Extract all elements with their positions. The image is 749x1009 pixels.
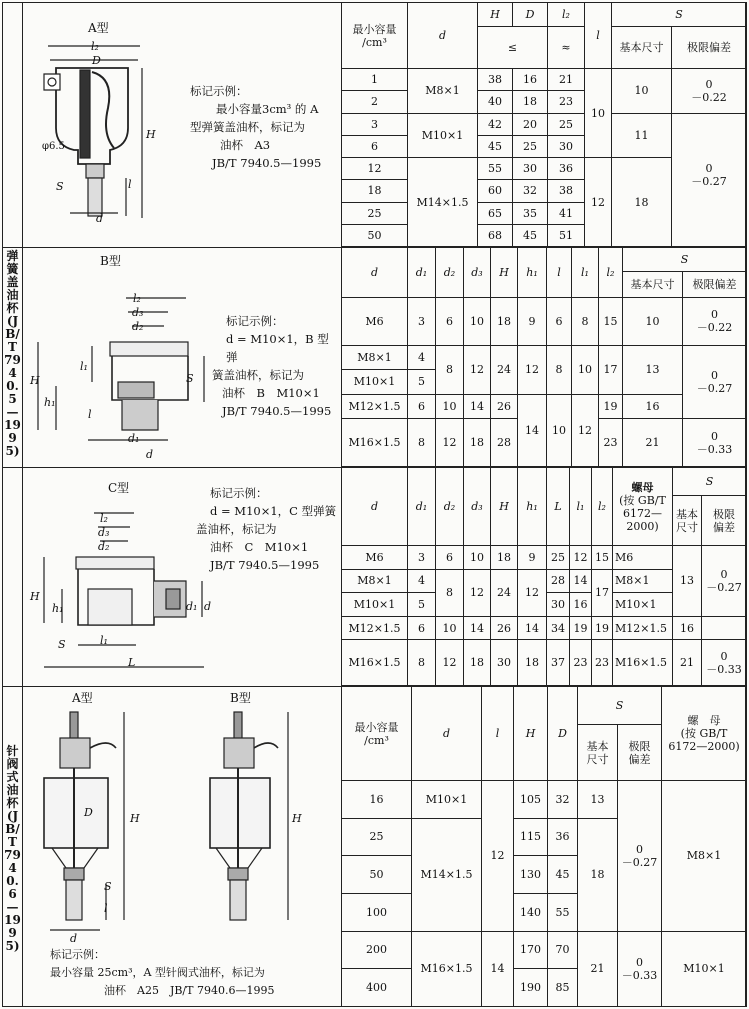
cell: 18 [491,298,518,346]
cell: 170 [514,931,548,969]
cell: 38 [548,180,585,202]
type-b-d-header: d [342,248,408,298]
cell: 60 [478,180,513,202]
cell: 0 －0.27 [683,345,747,419]
cell: 10 [464,546,491,570]
cell: 21 [548,69,585,91]
cell: 3 [408,298,436,346]
cell: 24 [491,345,518,394]
needle-cup-side-label: 针阀式油杯(JB/T 7940.6—1995) [4,744,21,953]
type-b-l-header: l [547,248,572,298]
type-a-spec-table [341,2,747,247]
cell: 32 [548,781,578,819]
cell: M8×1 [662,781,747,932]
needle-note-line: 最小容量 25cm³，A 型针阀式油杯，标记为 [50,966,265,979]
cell: 34 [547,616,570,640]
type-a-d-header: d [408,3,478,69]
type-b-d-label: d [146,448,154,461]
type-c-H-header: H [491,468,518,546]
cell: 10 [572,345,599,394]
type-c-marking-example [196,484,341,574]
cell: M12×1.5 [613,616,673,640]
type-b-H-header: H [491,248,518,298]
type-b-s-dev-header: 极限偏差 [683,272,747,298]
type-b-S-header: S [623,248,747,272]
cell: 19 [592,616,613,640]
type-c-S-label: S [58,638,66,651]
type-b-l-label: l [88,408,92,421]
cell: M6 [342,298,408,346]
cell: M10×1 [408,113,478,158]
cell: 12 [436,419,464,467]
cell [672,113,747,158]
type-b-l2-label: l₂ [133,292,141,305]
type-b-S-label: S [186,372,194,385]
needle-a-l-label: l [104,902,108,915]
cell: 85 [548,969,578,1007]
cell: 25 [548,113,585,135]
type-b-d2-label: d₂ [132,320,144,333]
cell: 16 [673,616,702,640]
cell: 36 [548,158,585,180]
cell: 18 [464,419,491,467]
cell: M14×1.5 [408,158,478,247]
cell: 55 [478,158,513,180]
cell: 8 [547,345,572,394]
cell: 10 [585,69,612,158]
type-b-l2-header: l₂ [599,248,623,298]
cell: 28 [547,569,570,593]
needle-S-header: S [578,687,662,725]
type-b-H-label: H [30,374,40,387]
cell: 21 [673,640,702,686]
cell: 130 [514,856,548,894]
type-c-l1-header: l₁ [570,468,592,546]
cell: 68 [478,224,513,246]
cell: 14 [518,616,547,640]
type-c-d1-header: d₁ [408,468,436,546]
cell: 13 [578,781,618,819]
cell: 12 [464,569,491,616]
cell: 36 [548,818,578,856]
type-c-S-header: S [673,468,747,496]
cell: 105 [514,781,548,819]
type-c-note-line: 盖油杯，标记为 [196,522,277,536]
table-row [342,298,747,346]
cell: 30 [513,158,548,180]
cell: 19 [599,394,623,419]
cell: 12 [570,546,592,570]
cell: 3 [408,546,436,570]
cell: M6 [342,546,408,570]
cell: 8 [572,298,599,346]
cell: 12 [482,781,514,932]
type-a-l-header: l [585,3,612,69]
type-c-L-label: L [128,656,136,669]
cell: 55 [548,893,578,931]
cell: 25 [342,818,412,856]
needle-a-title: A型 [72,691,93,705]
cell: 18 [491,546,518,570]
type-a-S-label: S [56,180,64,193]
type-a-l-label: l [128,178,132,191]
cell: 50 [342,856,412,894]
cell: 35 [513,202,548,224]
cell: M10×1 [342,593,408,617]
needle-nut-header: 螺 母 (按 GB/T 6172—2000) [662,687,747,781]
cell: 14 [518,394,547,466]
type-c-title: C型 [108,481,130,495]
type-b-title: B型 [100,254,121,268]
type-a-note-line: JB/T 7940.5—1995 [212,156,322,170]
cell: 30 [491,640,518,686]
type-c-d2-label: d₂ [98,540,110,553]
cell: 0 －0.33 [618,931,662,1006]
cell: M8×1 [408,69,478,114]
type-a-H-header: H [478,3,513,27]
cell: 9 [518,546,547,570]
cell: 6 [342,135,408,157]
type-c-note-line: 油杯 C M10×1 [210,540,309,554]
cell: M8×1 [342,345,408,370]
cell: 42 [478,113,513,135]
cell: 200 [342,931,412,969]
cell: 10 [436,394,464,419]
cell: 4 [408,345,436,370]
cell: 10 [623,298,683,346]
cell: 12 [436,640,464,686]
type-c-s-dev-header: 极限 偏差 [702,496,747,546]
needle-note-line: 标记示例： [50,948,105,961]
type-a-d-label: d [96,212,104,225]
type-a-D-header: D [513,3,548,27]
type-b-note-line: 簧盖油杯，标记为 [212,368,304,382]
needle-a-H-label: H [130,812,140,825]
cell: 17 [592,569,613,616]
table-row [342,345,747,370]
cell: M12×1.5 [342,616,408,640]
type-c-note-line: d = M10×1，C 型弹簧 [210,504,337,518]
cell: 1 [342,69,408,91]
needle-marking-example [50,946,340,1000]
cell: 45 [513,224,548,246]
cell: M10×1 [412,781,482,819]
type-a-hole-label: φ6.5 [42,141,65,152]
type-c-h1-header: h₁ [518,468,547,546]
cell: 10 [612,69,672,114]
cell: 0 －0.33 [702,640,747,686]
cell: 25 [513,135,548,157]
type-b-drawing [28,290,208,460]
type-c-note-line: JB/T 7940.5—1995 [210,558,320,572]
cell: 18 [578,818,618,931]
type-c-d1-label: d₁ [186,600,198,613]
cell: 12 [518,569,547,616]
cell: 16 [623,394,683,419]
cell: 21 [578,931,618,1006]
cell: 8 [408,640,436,686]
type-c-h1-label: h₁ [52,602,64,615]
cell: M10×1 [613,593,673,617]
cell: 16 [570,593,592,617]
cell: 24 [491,569,518,616]
cell: 0 －0.27 [672,158,747,247]
cell: 18 [464,640,491,686]
cell: 70 [548,931,578,969]
type-b-h1-label: h₁ [44,396,56,409]
type-b-note-line: d = M10×1，B 型弹 [226,332,329,364]
type-c-d-header: d [342,468,408,546]
cell: 14 [570,569,592,593]
cell: 13 [673,546,702,617]
cell: 5 [408,593,436,617]
cell: 2 [342,91,408,113]
type-a-note-line: 型弹簧盖油杯，标记为 [190,120,305,134]
table-row [342,931,747,969]
needle-b-drawing [196,708,296,938]
cell: 16 [513,69,548,91]
cell: M16×1.5 [342,640,408,686]
type-a-D-label: D [92,54,101,67]
cell: 26 [491,616,518,640]
type-b-d1-label: d₁ [128,432,140,445]
type-a-title: A型 [88,21,109,35]
needle-s-basic-header: 基本 尺寸 [578,725,618,781]
cell: 115 [514,818,548,856]
type-a-s-basic-header: 基本尺寸 [612,27,672,69]
needle-cap-header: 最小容量 /cm³ [342,687,412,781]
type-b-h1-header: h₁ [518,248,547,298]
side-column-border [22,2,23,1007]
type-c-d-label: d [204,600,212,613]
cell: 28 [491,419,518,467]
cell: 6 [408,616,436,640]
cell: M12×1.5 [342,394,408,419]
type-c-L-header: L [547,468,570,546]
type-c-d3-header: d₃ [464,468,491,546]
cell: 0 －0.22 [672,69,747,114]
cell: 400 [342,969,412,1007]
type-c-nut-header: 螺母 (按 GB/T 6172— 2000) [613,468,673,546]
cell: 0 －0.22 [683,298,747,346]
cell: 6 [547,298,572,346]
cell: 25 [547,546,570,570]
cell: 23 [599,419,623,467]
type-c-s-basic-header: 基本 尺寸 [673,496,702,546]
cell: 8 [436,569,464,616]
type-a-S-header: S [612,3,747,27]
cell: 3 [342,113,408,135]
cell: 51 [548,224,585,246]
table-row [342,640,747,686]
type-c-H-label: H [30,590,40,603]
table-row [342,616,747,640]
cell: 6 [408,394,436,419]
cell: 41 [548,202,585,224]
cell: 18 [342,180,408,202]
type-c-note-line: 标记示例： [210,486,268,500]
cell: 12 [518,345,547,394]
cell: 12 [342,158,408,180]
needle-D-header: D [548,687,578,781]
type-b-spec-table [341,247,747,467]
cell: M10×1 [342,370,408,395]
type-a-l2-label: l₂ [91,40,99,53]
type-c-l2-header: l₂ [592,468,613,546]
cell: 30 [547,593,570,617]
table-row [342,546,747,570]
needle-a-S-label: S [104,880,112,893]
cell: 14 [464,616,491,640]
cell: 0 －0.27 [702,546,747,617]
type-a-approx-header: ≈ [548,27,585,69]
type-b-l1-header: l₁ [572,248,599,298]
type-a-l2-header: l₂ [548,3,585,27]
cell: 0 －0.27 [618,781,662,932]
cell: 140 [514,893,548,931]
cell: M8×1 [613,569,673,593]
type-a-note-line: 最小容量3cm³ 的 A [216,102,319,116]
cell: 18 [612,158,672,247]
cell: 8 [436,345,464,394]
table-row [342,158,747,180]
cell: 16 [342,781,412,819]
cell: 18 [518,640,547,686]
cell: 30 [548,135,585,157]
cell: M16×1.5 [342,419,408,467]
type-c-d2-header: d₂ [436,468,464,546]
cell: M6 [613,546,673,570]
cell: 12 [585,158,612,247]
cell: 9 [518,298,547,346]
needle-note-line: 油杯 A25 JB/T 7940.6—1995 [104,984,275,997]
type-b-d1-header: d₁ [408,248,436,298]
cell: 45 [548,856,578,894]
cell: M14×1.5 [412,818,482,931]
cell: 23 [592,640,613,686]
cell: 8 [408,419,436,467]
cell: 14 [482,931,514,1006]
type-c-l1-label: l₁ [100,634,108,647]
needle-b-H-label: H [292,812,302,825]
type-a-note-line: 标记示例： [190,84,248,98]
needle-a-d-label: d [70,932,78,945]
type-a-cap-header: 最小容量 /cm³ [342,3,408,69]
cell: 20 [513,113,548,135]
needle-d-header: d [412,687,482,781]
type-b-marking-example [212,312,340,420]
table-row [342,781,747,819]
cell: 12 [572,394,599,466]
cell: M8×1 [342,569,408,593]
type-a-le-header: ≤ [478,27,548,69]
cell [702,616,747,640]
type-a-marking-example [190,82,340,172]
needle-spec-table [341,686,747,1007]
type-a-note-line: 油杯 A3 [220,138,271,152]
cell: 4 [408,569,436,593]
type-b-l1-label: l₁ [80,360,88,373]
type-c-d3-label: d₃ [98,526,110,539]
needle-l-header: l [482,687,514,781]
cell: 25 [342,202,408,224]
cell: 5 [408,370,436,395]
cell: 65 [478,202,513,224]
table-row [342,69,747,91]
cell: 23 [570,640,592,686]
cell: 15 [599,298,623,346]
type-b-d2-header: d₂ [436,248,464,298]
cell: 11 [612,113,672,158]
needle-b-title: B型 [230,691,251,705]
type-c-spec-table [341,467,747,686]
cell: 190 [514,969,548,1007]
cell: 19 [570,616,592,640]
type-a-H-label: H [146,128,156,141]
cell: 23 [548,91,585,113]
cell: 13 [623,345,683,394]
cell: M16×1.5 [412,931,482,1006]
type-a-s-dev-header: 极限偏差 [672,27,747,69]
cell: 50 [342,224,408,246]
cell: 14 [464,394,491,419]
cell: 45 [478,135,513,157]
spring-cup-side-label: 弹簧盖油杯(JB/T 7940.5—1995) [4,249,21,458]
type-b-d3-header: d₃ [464,248,491,298]
cell: 21 [623,419,683,467]
cell: 10 [547,394,572,466]
needle-s-dev-header: 极限 偏差 [618,725,662,781]
cell: 17 [599,345,623,394]
type-b-note-line: 标记示例： [226,314,284,328]
cell: 18 [513,91,548,113]
type-b-note-line: 油杯 B M10×1 [222,386,320,400]
cell: 0 －0.33 [683,419,747,467]
needle-H-header: H [514,687,548,781]
cell: M10×1 [662,931,747,1006]
table-row [342,113,747,135]
cell: 15 [592,546,613,570]
cell: 6 [436,546,464,570]
cell: 100 [342,893,412,931]
type-b-s-basic-header: 基本尺寸 [623,272,683,298]
needle-a-drawing [30,708,140,938]
cell: M16×1.5 [613,640,673,686]
type-c-l2-label: l₂ [100,512,108,525]
cell: 26 [491,394,518,419]
type-b-d3-label: d₃ [132,306,144,319]
needle-a-D-label: D [84,806,93,819]
cell: 38 [478,69,513,91]
type-b-note-line: JB/T 7940.5—1995 [222,404,332,418]
cell: 37 [547,640,570,686]
cell: 32 [513,180,548,202]
cell: 12 [464,345,491,394]
cell: 10 [464,298,491,346]
cell: 40 [478,91,513,113]
cell: 10 [436,616,464,640]
cell: 6 [436,298,464,346]
